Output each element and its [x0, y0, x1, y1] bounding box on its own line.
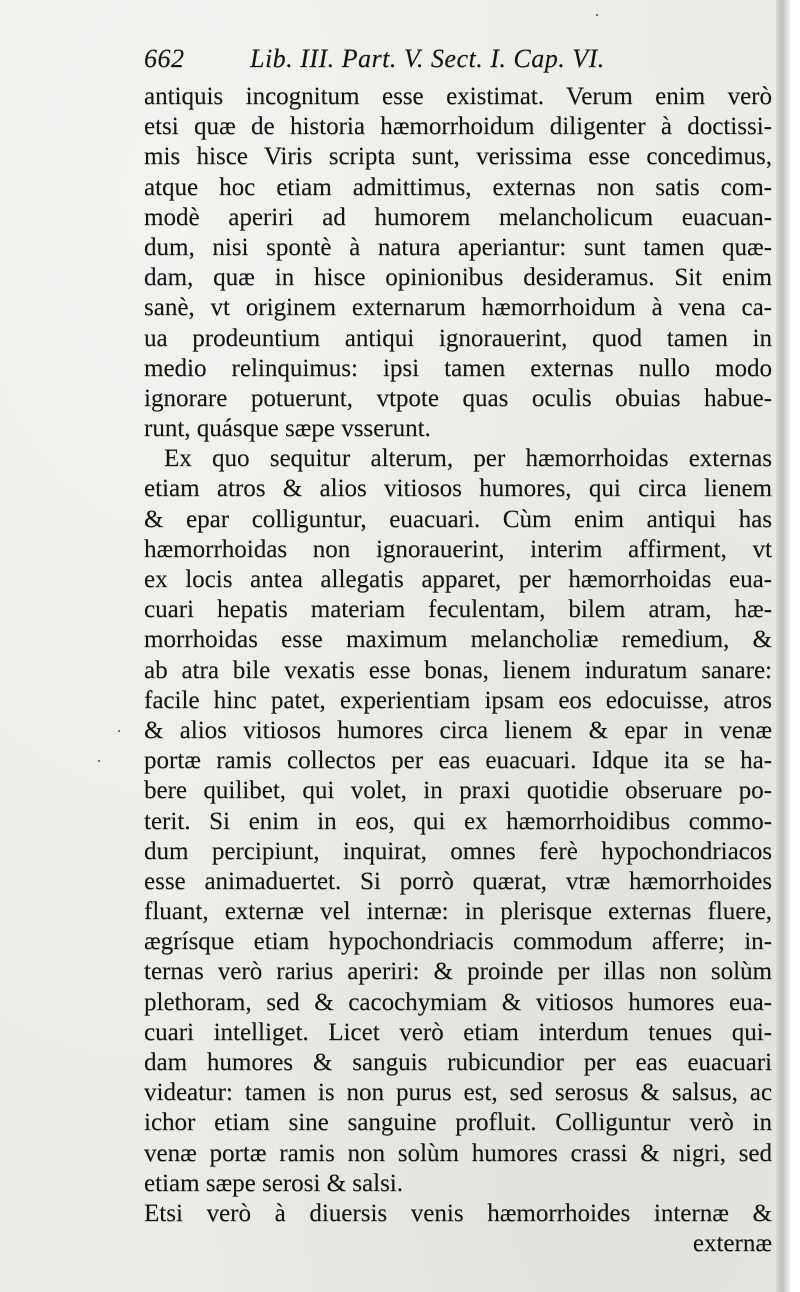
page-number: 662 [144, 44, 185, 73]
text-line: portæ ramis collectos per eas euacuari. Idque ita se ha- [144, 747, 772, 775]
catchword: externæ [692, 1230, 772, 1258]
text-line: ex locis antea allegatis apparet, per hæmorrhoidas eua- [144, 566, 772, 593]
text-line: dum percipiunt, inquirat, omnes ferè hypochondriacos [144, 837, 772, 865]
text-line: ternas verò rarius aperiri: & proinde per illas non solùm [144, 958, 772, 986]
text-line: terit. Si enim in eos, qui ex hæmorrhoidibus commo- [144, 807, 772, 835]
text-line: etsi quæ de historia hæmorrhoidum diligenter à doctissi- [144, 113, 772, 141]
running-head-title: Lib. III. Part. V. Sect. I. Cap. VI. [250, 44, 605, 73]
text-line: atque hoc etiam admittimus, externas non satis com- [144, 173, 772, 201]
text-line: venæ portæ ramis non solùm humores crassi & nigri, sed [144, 1139, 772, 1167]
text-line: cuari hepatis materiam feculentam, bilem atram, hæ- [144, 596, 772, 624]
text-line: & alios vitiosos humores circa lienem & epar in venæ [144, 716, 772, 744]
stray-ink-mark [596, 14, 598, 16]
text-line: mis hisce Viris scripta sunt, verissima esse concedimus, [144, 143, 772, 171]
text-line: bere quilibet, qui volet, in praxi quotidie obseruare po- [144, 777, 772, 805]
text-line: antiquis incognitum esse existimat. Verum enim verò [144, 83, 772, 110]
text-line: ab atra bile vexatis esse bonas, lienem induratum sanare: [144, 656, 772, 684]
text-line: etiam atros & alios vitiosos humores, qui circa lienem [144, 475, 772, 503]
text-line: & epar colliguntur, euacuari. Cùm enim antiqui has [144, 505, 772, 533]
page-text [144, 36, 772, 1259]
text-line: ichor etiam sine sanguine profluit. Colliguntur verò in [144, 1109, 772, 1137]
text-line: videatur: tamen is non purus est, sed serosus & salsus, ac [144, 1079, 772, 1107]
text-line: morrhoidas esse maximum melancholiæ remedium, & [144, 626, 772, 654]
text-line: runt, quásque sæpe vsserunt. [144, 415, 431, 443]
text-line: dam humores & sanguis rubicundior per eas euacuari [144, 1049, 772, 1076]
text-line: dam, quæ in hisce opinionibus desideramus. Sit enim [144, 264, 772, 292]
text-line: facile hinc patet, experientiam ipsam eos edocuisse, atros [144, 686, 772, 714]
page-edge-shadow [776, 0, 790, 1292]
running-head [144, 36, 772, 82]
text-line: medio relinquimus: ipsi tamen externas nullo modo [144, 354, 772, 382]
text-line: etiam sæpe serosi & salsi. [144, 1169, 403, 1197]
paragraph-start-line: Ex quo sequitur alterum, per hæmorrhoidas externas [164, 445, 772, 473]
text-line: ignorare potuerunt, vtpote quas oculis obuias habue- [144, 384, 772, 412]
text-line: modè aperiri ad humorem melancholicum euacuan- [144, 203, 772, 231]
text-line: fluant, externæ vel internæ: in plerisque externas fluere, [144, 898, 772, 926]
text-line: esse animaduertet. Si porrò quærat, vtræ hæmorrhoides [144, 867, 772, 895]
text-line: plethoram, sed & cacochymiam & vitiosos humores eua- [144, 988, 772, 1016]
text-line: dum, nisi spontè à natura aperiantur: sunt tamen quæ- [144, 233, 772, 261]
text-line: sanè, vt originem externarum hæmorrhoidum à vena ca- [144, 294, 772, 322]
text-line: hæmorrhoidas non ignorauerint, interim affirment, vt [144, 535, 772, 563]
stray-ink-mark [98, 760, 100, 762]
text-line: ægrísque etiam hypochondriacis commodum afferre; in- [144, 928, 772, 956]
stray-ink-mark [118, 730, 120, 732]
text-line: ua prodeuntium antiqui ignorauerint, quod tamen in [144, 324, 772, 352]
paragraph-start-line: Etsi verò à diuersis venis hæmorrhoides internæ & [144, 1199, 772, 1227]
text-line: cuari intelliget. Licet verò etiam interdum tenues qui- [144, 1018, 772, 1046]
